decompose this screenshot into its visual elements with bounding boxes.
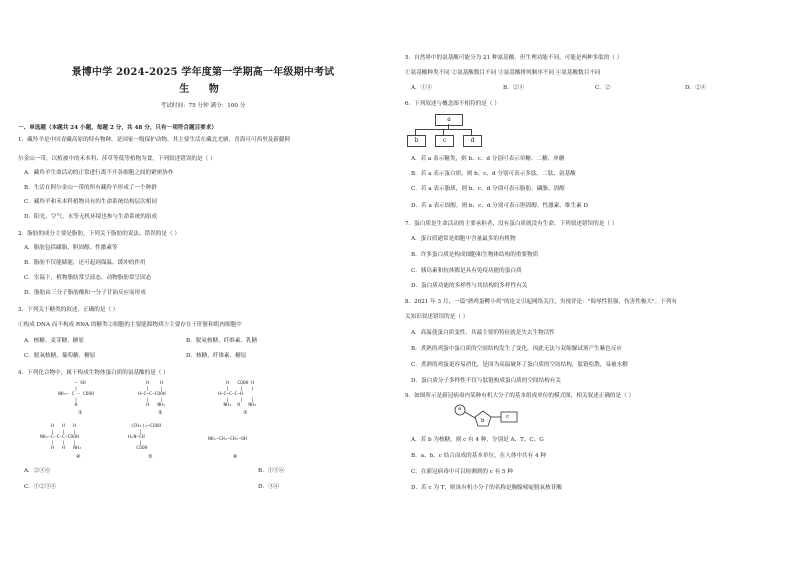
q6-option-c: C．若 a 表示脂质，则 b、c、d 分别可表示脂肪、磷脂、固醇	[411, 186, 565, 192]
molecule-5: (CH₂)₄—COOH | H₂N—CH | COOH	[128, 424, 162, 451]
q3-line2: ①构成 DNA 而不构成 RNA 的糖类②细胞的主要能源物质③主要存在于肝脏和肌肉细胞中	[18, 322, 242, 328]
q4-stem: 4．下列化合物中，属于构成生物体蛋白质的氨基酸的是（ ）	[18, 370, 169, 376]
q4-option-b: B．①③⑥	[258, 468, 285, 474]
q8-option-c: C．煮熟的鸡蛋更容易消化，是因为高温破坏了蛋白质的空间结构，肽链松散，易被水解	[411, 362, 628, 368]
q3-stem: 3．下列关于糖类的叙述，正确的是（ ）	[18, 307, 119, 313]
q4-option-c: C．①②③④	[24, 484, 57, 490]
q5-stem: 5．自然界中的氨基酸可能分为 21 种氨基酸，但生理功能不同，可能是两种多肽的（ ）	[405, 55, 623, 61]
exam-subject: 生 物	[179, 84, 227, 95]
q5-option-d: D．②④	[685, 85, 707, 91]
q3-option-b: B．脱氧核糖、纤维素、乳糖	[186, 338, 258, 344]
q5-option-a: A．①③	[411, 85, 432, 91]
q1-option-b: B．生活在阿尔金山一带的所有藏羚羊形成了一个种群	[24, 185, 157, 191]
concept-box-a: a	[435, 114, 463, 126]
q6-stem: 6．下列叙述与概念图不相符的是（ ）	[405, 101, 500, 107]
q9-option-d: D．若 c 为 T，则该有机小分子的名称是胸腺嘧啶脱氧核苷酸	[411, 485, 562, 491]
exam-meta: 考试时间：75 分钟 满分：100 分	[160, 103, 246, 109]
q4-option-a: A．②④⑥	[24, 468, 51, 474]
q1-option-a: A．藏羚羊生命活动的正常进行离不开各细胞之间的紧密协作	[24, 170, 174, 176]
q9-option-a: A．若 b 为核糖，则 c 有 4 种，分别是 A、T、C、G	[411, 437, 544, 443]
q7-option-c: C．胰岛素和抗体都是具有免疫功能的蛋白质	[411, 268, 522, 274]
q6-option-d: D．若 a 表示固醇，则 b、c、d 分别可表示胆固醇、性激素、维生素 D	[411, 203, 588, 209]
q1-stem-line1: 1．藏羚羊是中国青藏高原的特有物种，是国家一级保护动物，其主要生活在藏北羌塘、青海可可西里及新疆阿	[18, 137, 291, 143]
molecule-3: H COOH H | | | H—C—C—C—H | | | NH₂ H NH₂	[218, 381, 257, 408]
q7-option-d: D．蛋白质功能的多样性与其结构的多样性有关	[411, 283, 528, 289]
molecule-6: NH₂—CH₂—CH₂—OH	[208, 437, 247, 442]
q9-stem: 9．如图所示是新冠病毒内某种有机大分子的基本组成单位的模式图，相关叙述正确的是（ ）	[405, 393, 635, 399]
q7-option-a: A．蛋白质通常是细胞中含量最多的有机物	[411, 236, 516, 242]
label-b: b	[481, 418, 485, 424]
molecule-1: — SH | NH₂— C — COOH | H	[58, 381, 94, 408]
concept-box-d: d	[463, 135, 482, 147]
q2-option-b: B．脂肪不仅能储能，还可起到保温、缓冲的作用	[24, 260, 146, 266]
q3-option-c: C．脱氧核糖、葡萄糖、糖原	[24, 353, 96, 359]
q8-option-d: D．蛋白质分子多样性不仅与肽链构成蛋白质的空间结构有关	[411, 378, 561, 384]
molecule-5-number: ⑤	[148, 454, 153, 460]
q5-option-b: B．②③	[503, 85, 524, 91]
molecule-1-number: ①	[78, 410, 83, 416]
q5-option-c: C．②	[595, 85, 611, 91]
q9-option-c: C．在新冠病毒中可以检测到的 c 有 5 种	[411, 469, 513, 475]
molecule-2-number: ②	[158, 410, 163, 416]
q1-option-c: C．藏羚羊和禾本科植物具有的生命系统结构层次相同	[24, 199, 157, 205]
q8-stem-line2: 关知识叙述错误的是（ ）	[405, 314, 469, 320]
q8-stem-line1: 8．2021 年 3 月，一篇"熟鸡蛋孵小鸡"的论文引起网络关注，央视评论："侮辱性很强，伤害性极大"。下列有	[405, 299, 677, 305]
nucleotide-diagram	[453, 402, 533, 432]
molecule-4: H H H | | | NH₂—C—C—C—COOH | | | H H NH₂	[40, 424, 82, 451]
q7-stem: 7．蛋白质是生命活动的主要承担者，没有蛋白质就没有生命。下列叙述错误的是（ ）	[405, 221, 618, 227]
molecule-6-number: ⑥	[233, 454, 238, 460]
molecule-2: H H | | H—C—C—COOH | | H NH₂	[138, 381, 166, 408]
q8-option-b: B．煮熟的鸡蛋中蛋白质的空间结构发生了变化，因此无法与双缩脲试剂产生紫色反应	[411, 346, 623, 352]
molecule-4-number: ④	[76, 454, 81, 460]
section-heading: 一、单选题（本题共 24 小题，每题 2 分，共 48 分，只有一项符合题目要求）	[18, 125, 217, 131]
q1-stem-line2: 尔金山一带，以植被中的禾本科、莎草等低等植物为食。下列叙述错误的是（ ）	[18, 156, 216, 162]
q2-stem: 2．脂肪的成分主要是脂肪，下列关于脂肪的说法，错误的是（ ）	[18, 231, 180, 237]
q3-option-d: D．核糖、纤维素、糖原	[186, 353, 247, 359]
q5-line2: ①氨基酸种类不同 ②氨基酸数目不同 ③氨基酸排列顺序不同 ④氨基酸数目不同	[405, 70, 601, 76]
q4-option-d: D．③④	[258, 484, 280, 490]
q6-option-a: A．若 a 表示糖类，则 b、c、d 分别可表示单糖、二糖、单糖	[411, 156, 565, 162]
phosphate-bond	[465, 412, 475, 418]
q7-option-b: B．许多蛋白质是构成细胞和生物体结构的重要物质	[411, 252, 539, 258]
q2-option-d: D．脂肪由三分子脂肪酸和一分子甘油反应而形成	[24, 290, 146, 296]
molecule-3-number: ③	[243, 410, 248, 416]
q6-option-b: B．若 a 表示蛋白质，则 b、c、d 分别可表示多肽、二肽、氨基酸	[411, 171, 576, 177]
label-a: a	[458, 406, 462, 412]
concept-box-b: b	[407, 135, 426, 147]
q1-option-d: D．阳光、空气、水等无机环境也参与生命系统的组成	[24, 214, 158, 220]
exam-title: 景博中学 2024-2025 学年度第一学期高一年级期中考试	[71, 67, 335, 78]
q8-option-a: A．高温使蛋白质变性，其最主要的特征就是失去生物活性	[411, 330, 555, 336]
q2-option-c: C．室温下，植物脂肪常呈液态，动物脂肪常呈固态	[24, 275, 152, 281]
q3-option-a: A．核糖、麦芽糖、糖原	[24, 338, 84, 344]
q9-option-b: B．a、b、c 结合而成的基本单位，在人体中共有 4 种	[411, 453, 546, 459]
concept-box-c: c	[435, 135, 454, 147]
q2-option-a: A．脂肪包括磷脂、胆固醇、性激素等	[24, 245, 118, 251]
label-c: c	[506, 414, 510, 420]
